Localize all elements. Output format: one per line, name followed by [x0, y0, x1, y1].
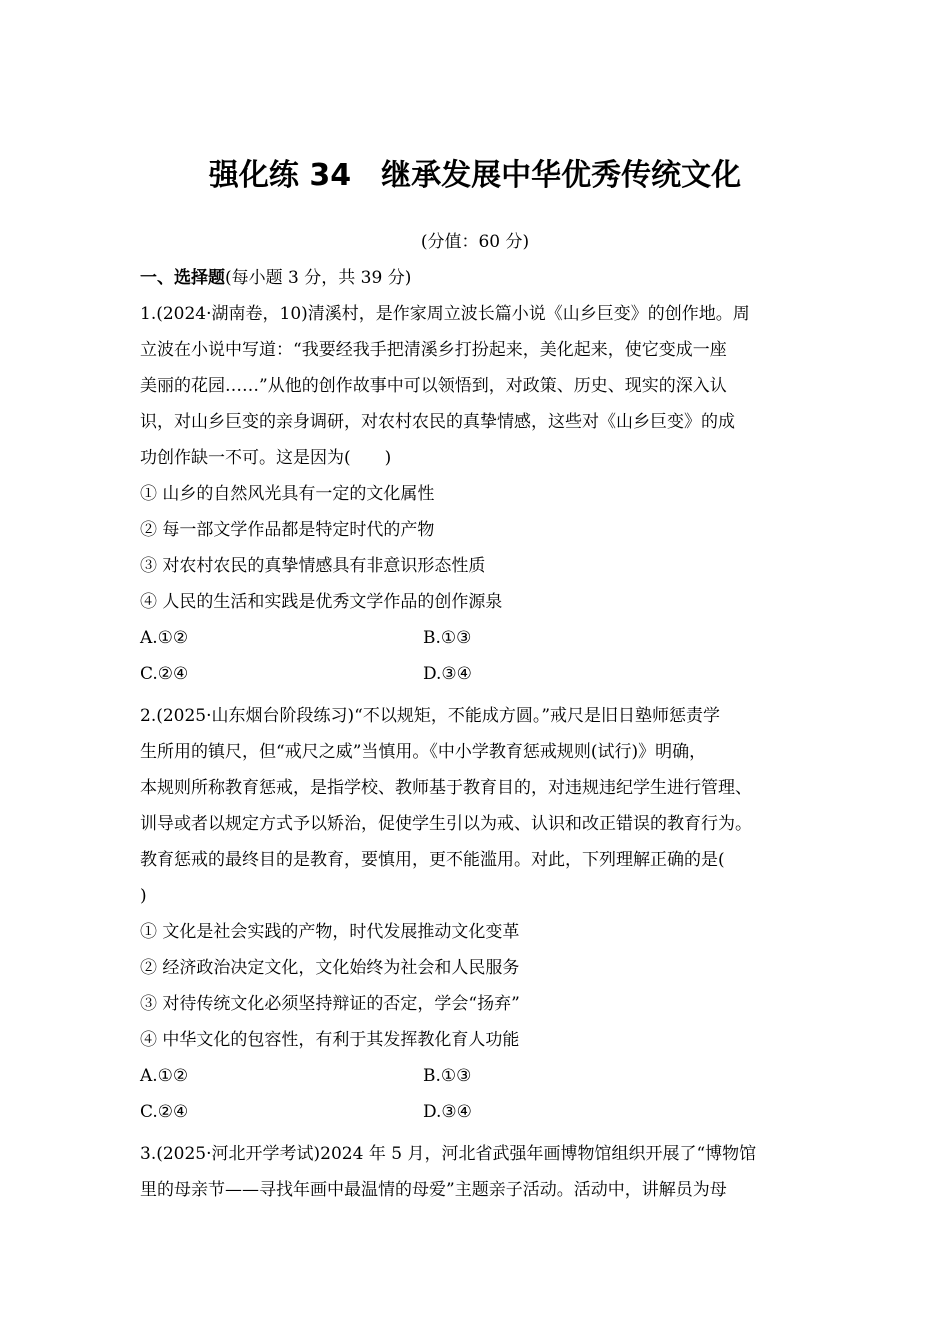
choice-c: C.②④ [140, 1102, 189, 1122]
section-note: (每小题 3 分，共 39 分) [225, 268, 412, 288]
statement-option: ④ 中华文化的包容性，有利于其发挥教化育人功能 [140, 1030, 520, 1050]
question-text-line: 美丽的花园……”从他的创作故事中可以领悟到，对政策、历史、现实的深入认 [140, 376, 727, 396]
choice-d: D.③④ [423, 664, 472, 684]
question-text-line: 教育惩戒的最终目的是教育，要慎用，更不能滥用。对此，下列理解正确的是( [140, 850, 725, 870]
choice-d: D.③④ [423, 1102, 472, 1122]
question-text-line: 1.(2024·湖南卷，10)清溪村，是作家周立波长篇小说《山乡巨变》的创作地。周 [140, 304, 750, 324]
question-text-line: 2.(2025·山东烟台阶段练习)“不以规矩，不能成方圆。”戒尺是旧日塾师惩责学 [140, 706, 721, 726]
section-heading [140, 265, 411, 291]
question-text-line: ) [140, 886, 147, 906]
section-head-label: 一、选择题 [140, 268, 225, 288]
question-1 [140, 296, 825, 692]
answer-choices-row [140, 620, 825, 656]
statement-option: ② 每一部文学作品都是特定时代的产物 [140, 520, 435, 540]
statement-option: ④ 人民的生活和实践是优秀文学作品的创作源泉 [140, 592, 503, 612]
question-text-line: 立波在小说中写道：“我要经我手把清溪乡打扮起来，美化起来，使它变成一座 [140, 340, 727, 360]
statement-option: ① 山乡的自然风光具有一定的文化属性 [140, 484, 435, 504]
score-note: (分值：60 分) [420, 232, 530, 252]
statement-option: ③ 对农村农民的真挚情感具有非意识形态性质 [140, 556, 486, 576]
question-2 [140, 698, 825, 1130]
document-title: 强化练 34 继承发展中华优秀传统文化 [208, 158, 742, 193]
question-text-line: 生所用的镇尺，但“戒尺之威”当慎用。《中小学教育惩戒规则(试行)》明确， [140, 742, 707, 762]
statement-option: ① 文化是社会实践的产物，时代发展推动文化变革 [140, 922, 520, 942]
answer-choices-row [140, 1094, 825, 1130]
choice-a: A.①② [140, 1066, 189, 1086]
question-text-line: 功创作缺一不可。这是因为( ) [140, 448, 392, 468]
question-text-line: 里的母亲节——寻找年画中最温情的母爱”主题亲子活动。活动中，讲解员为母 [140, 1180, 727, 1200]
question-text-line: 3.(2025·河北开学考试)2024 年 5 月，河北省武强年画博物馆组织开展了“博物馆 [140, 1144, 757, 1164]
answer-choices-row [140, 1058, 825, 1094]
question-text-line: 识，对山乡巨变的亲身调研，对农村农民的真挚情感，这些对《山乡巨变》的成 [140, 412, 735, 432]
answer-choices-row [140, 656, 825, 692]
choice-c: C.②④ [140, 664, 189, 684]
choice-b: B.①③ [423, 628, 472, 648]
choice-b: B.①③ [423, 1066, 472, 1086]
question-text-line: 本规则所称教育惩戒，是指学校、教师基于教育目的，对违规违纪学生进行管理、 [140, 778, 752, 798]
question-3 [140, 1136, 825, 1208]
statement-option: ③ 对待传统文化必须坚持辩证的否定，学会“扬弃” [140, 994, 520, 1014]
choice-a: A.①② [140, 628, 189, 648]
question-text-line: 训导或者以规定方式予以矫治，促使学生引以为戒、认识和改正错误的教育行为。 [140, 814, 752, 834]
statement-option: ② 经济政治决定文化，文化始终为社会和人民服务 [140, 958, 520, 978]
